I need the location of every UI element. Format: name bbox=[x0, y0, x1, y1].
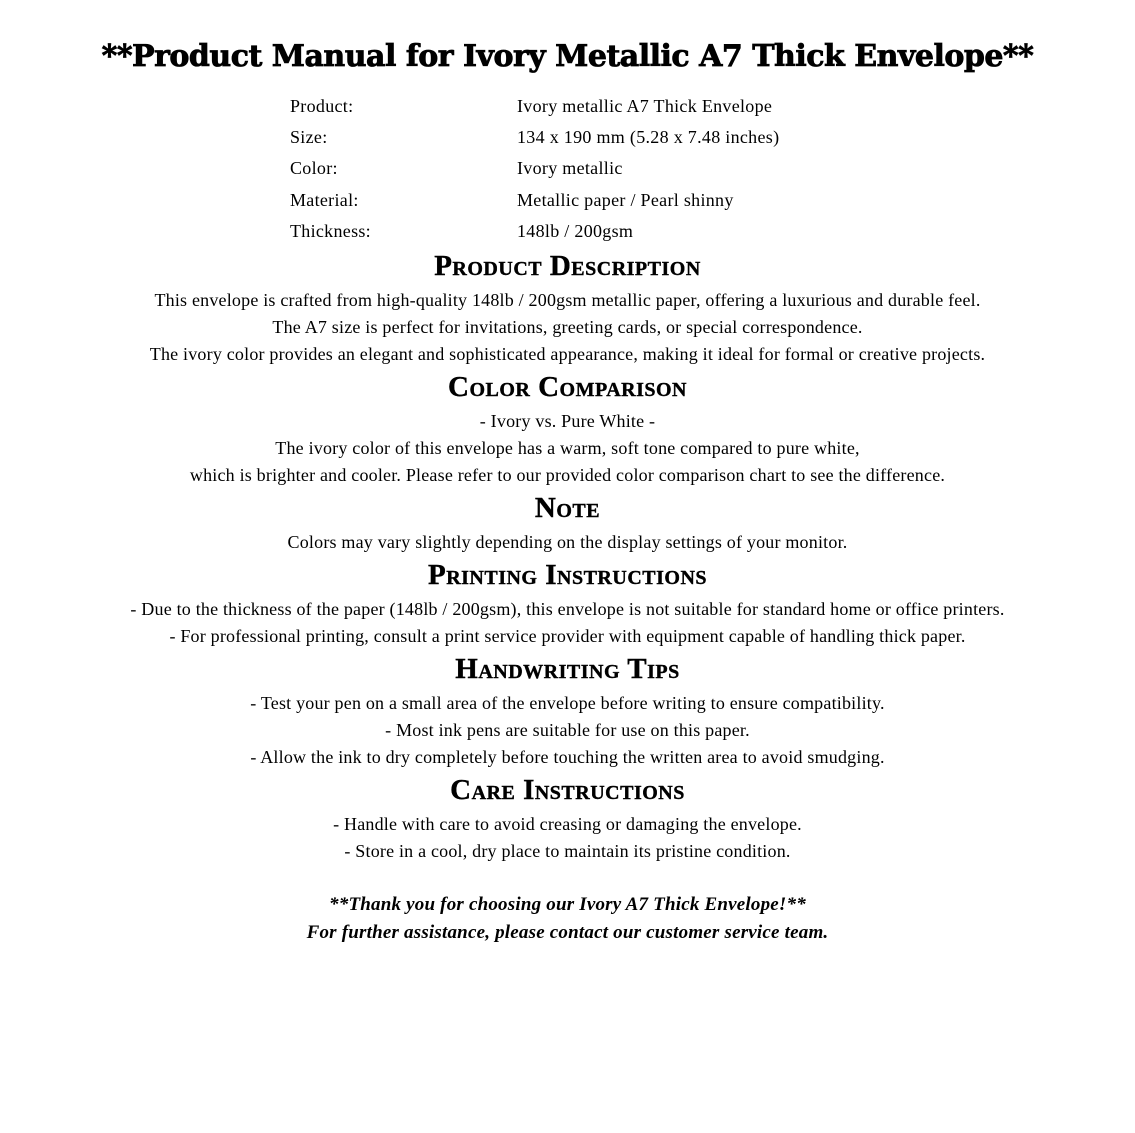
section-line: The A7 size is perfect for invitations, greeting cards, or special correspondence. bbox=[272, 317, 863, 338]
section-line: Colors may vary slightly depending on the display settings of your monitor. bbox=[287, 532, 848, 553]
section-printing-instructions bbox=[0, 556, 1135, 650]
spec-value: 148lb / 200gsm bbox=[517, 220, 634, 241]
spec-label: Product: bbox=[290, 96, 354, 116]
section-heading: Product Description bbox=[434, 250, 701, 283]
section-line: The ivory color provides an elegant and sophisticated appearance, making it ideal for formal or creative projects. bbox=[149, 344, 986, 365]
footer bbox=[0, 891, 1135, 946]
spec-row-material bbox=[290, 185, 1135, 216]
spec-row-size bbox=[290, 122, 1135, 153]
section-line: which is brighter and cooler. Please refer to our provided color comparison chart to see the difference. bbox=[189, 465, 946, 486]
section-line: - Most ink pens are suitable for use on this paper. bbox=[385, 720, 750, 741]
spec-table bbox=[290, 91, 1135, 247]
section-heading: Color Comparison bbox=[448, 371, 687, 404]
spec-row-product bbox=[290, 91, 1135, 122]
section-line: - For professional printing, consult a print service provider with equipment capable of handling thick paper. bbox=[169, 626, 966, 647]
section-line: - Store in a cool, dry place to maintain its pristine condition. bbox=[344, 841, 791, 862]
spec-row-thickness bbox=[290, 216, 1135, 247]
section-heading: Care Instructions bbox=[450, 774, 685, 807]
section-heading: Note bbox=[534, 492, 601, 525]
section-line: - Allow the ink to dry completely before touching the written area to avoid smudging. bbox=[250, 747, 885, 768]
spec-label: Thickness: bbox=[290, 220, 371, 241]
section-subheading: - Ivory vs. Pure White - bbox=[479, 411, 656, 432]
section-handwriting-tips bbox=[0, 650, 1135, 771]
page-title: **Product Manual for Ivory Metallic A7 Thick Envelope** bbox=[101, 39, 1034, 74]
spec-value: Ivory metallic A7 Thick Envelope bbox=[517, 96, 773, 116]
spec-value: Ivory metallic bbox=[517, 158, 623, 179]
section-product-description bbox=[0, 247, 1135, 368]
section-note bbox=[0, 489, 1135, 556]
spec-label: Size: bbox=[290, 127, 328, 148]
section-line: The ivory color of this envelope has a warm, soft tone compared to pure white, bbox=[275, 438, 860, 459]
section-care-instructions bbox=[0, 771, 1135, 865]
spec-label: Color: bbox=[290, 158, 338, 179]
section-line: - Test your pen on a small area of the envelope before writing to ensure compatibility. bbox=[250, 693, 885, 714]
section-line: - Due to the thickness of the paper (148lb / 200gsm), this envelope is not suitable for standard home or office printers. bbox=[130, 599, 1005, 620]
spec-value: 134 x 190 mm (5.28 x 7.48 inches) bbox=[517, 127, 780, 148]
section-line: This envelope is crafted from high-quality 148lb / 200gsm metallic paper, offering a luxurious and durable feel. bbox=[154, 290, 981, 311]
section-line: - Handle with care to avoid creasing or damaging the envelope. bbox=[333, 814, 802, 835]
spec-row-color bbox=[290, 153, 1135, 184]
spec-value: Metallic paper / Pearl shinny bbox=[517, 189, 734, 210]
section-heading: Handwriting Tips bbox=[455, 653, 680, 686]
section-color-comparison bbox=[0, 368, 1135, 489]
section-heading: Printing Instructions bbox=[427, 559, 708, 592]
footer-line-assistance: For further assistance, please contact our customer service team. bbox=[306, 921, 829, 943]
footer-line-thanks: **Thank you for choosing our Ivory A7 Thick Envelope!** bbox=[329, 894, 806, 916]
spec-label: Material: bbox=[290, 189, 359, 210]
